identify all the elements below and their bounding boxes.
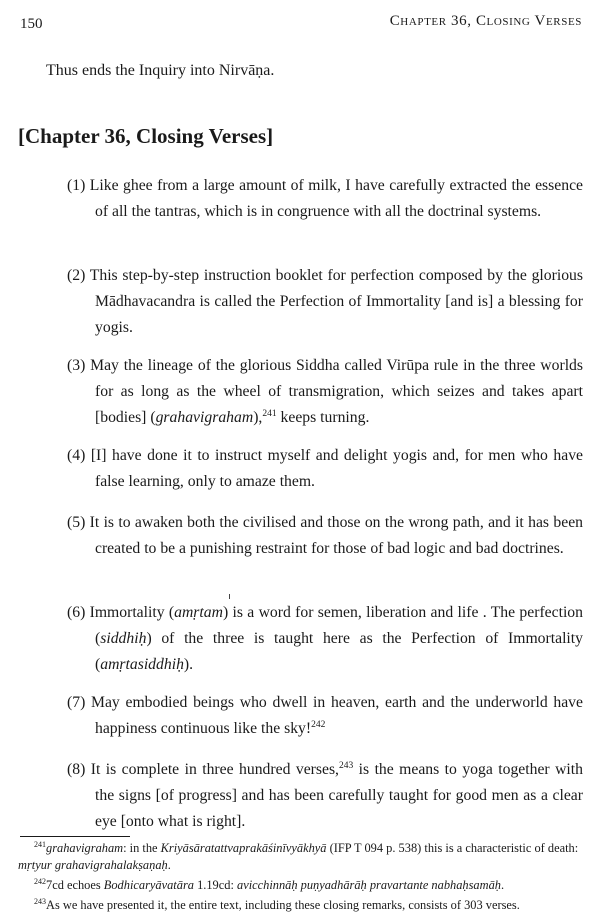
- verse-number: (4): [67, 447, 86, 464]
- verse-number: (8): [67, 761, 86, 778]
- running-head: Chapter 36, Closing Verses: [389, 13, 582, 29]
- sanskrit-term: grahavigraham: [155, 409, 254, 426]
- verse-1: [67, 173, 583, 225]
- footnote-243: $^{243}$As we have presented it, the entire text, including these closing remarks, consists of 303 verses.: [34, 896, 520, 912]
- verse-text: Like ghee from a large amount of milk, I have carefully extracted the essence of all the tantras, which is in congruence with all the doctrinal systems.: [89, 177, 584, 220]
- verse-text: It is to awaken both the civilised and those on the wrong path, and it has been created to be a punishing restraint for those of bad logic and bad doctrines.: [89, 514, 583, 557]
- verse-text: [I] have done it to instruct myself and delight yogis and, for men who have false learning, only to amaze them.: [90, 447, 584, 490]
- verse-number: (2): [67, 267, 86, 284]
- sanskrit-term: amṛtasiddhiḥ: [100, 656, 184, 673]
- verse-number: (3): [67, 357, 86, 374]
- chapter-ending-line: Thus ends the Inquiry into Nirvāṇa.: [46, 62, 275, 79]
- section-heading: [Chapter 36, Closing Verses]: [18, 124, 274, 148]
- verse-text: May the lineage of the glorious Siddha called Virūpa rule in the three worlds for as long as the wheel of transmigration, which seizes and takes apart [bodies] (grahavigraham),$^{241}$ keeps turning.: [90, 357, 584, 426]
- footnote-242: $^{242}$7cd echoes Bodhicaryāvatāra 1.19cd: avicchinnāḥ puṇyadhārāḥ pravartante nabhaḥsamāḥ.: [34, 876, 505, 892]
- verse-text: This step-by-step instruction booklet for perfection composed by the glorious Mādhavacandra is called the Perfection of Immortality [and is] a blessing for yogis.: [89, 267, 583, 336]
- footnote-mark: 242: [34, 876, 46, 886]
- verse-4: [67, 443, 583, 495]
- footnote-ref: 242: [311, 719, 326, 730]
- verse-2: [67, 263, 583, 341]
- verse-text: May embodied beings who dwell in heaven, earth and the underworld have happiness continuous like the sky!$^{242}$: [91, 694, 583, 737]
- footnote-mark: 243: [34, 896, 46, 906]
- verse-number: (6): [67, 604, 86, 621]
- footnote-mark: 241: [34, 839, 46, 849]
- footnote-ref: 241: [262, 408, 277, 419]
- verse-7: [67, 690, 583, 742]
- sanskrit-term: siddhiḥ: [100, 630, 147, 647]
- verse-number: (1): [67, 177, 86, 194]
- stray-mark: [229, 594, 230, 599]
- verse-text: It is complete in three hundred verses,$^{243}$ is the means to yoga together with the signs [of progress] and has been carefully taught for good men as a clear eye [onto what is right].: [90, 760, 583, 830]
- verse-6: [67, 600, 583, 678]
- verse-8: [67, 757, 583, 835]
- verse-text: Immortality (amṛtam) is a word for semen, liberation and life . The perfection (siddhiḥ) of the three is taught here as the Perfection of Immortality (amṛtasiddhiḥ).: [89, 604, 583, 673]
- sanskrit-term: amṛtam: [174, 604, 223, 621]
- footnote-ref: 243: [338, 760, 354, 771]
- page-number: 150: [20, 16, 43, 32]
- footnote-241: $^{241}$grahavigraham: in the Kriyāsāratattvaprakāśinīvyākhyā (IFP T 094 p. 538) this is a characteristic of death: mṛtyur grahavigrahalakṣaṇaḥ.: [18, 839, 579, 872]
- verse-5: [67, 510, 583, 562]
- verse-3: [67, 353, 583, 431]
- verse-number: (7): [67, 694, 86, 711]
- footnote-rule: [20, 836, 130, 837]
- verse-number: (5): [67, 514, 86, 531]
